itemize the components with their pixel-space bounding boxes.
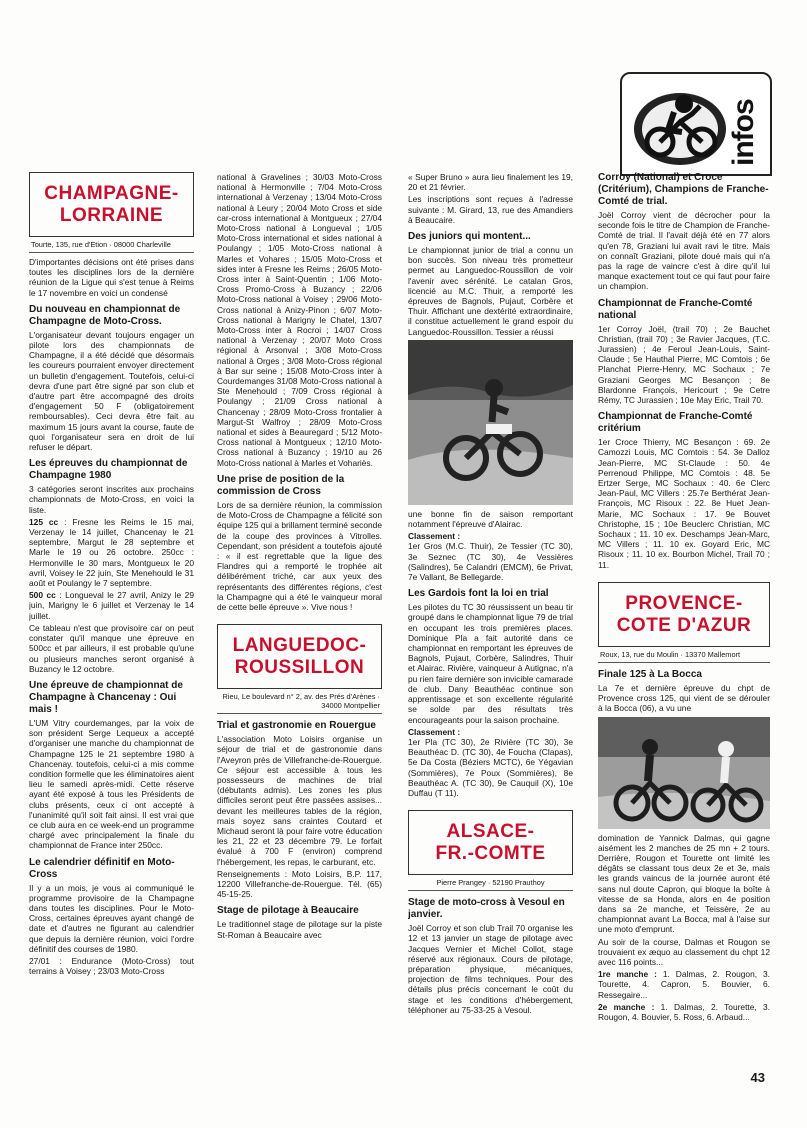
article-paragraph: L'association Moto Loisirs organise un séjour de trial et de gastronomie dans l'Aveyron près de Villefranche-de-Rouergue. Ce séjour est accessible à tous les possesseurs de machines de trial (débutants admis). Les zones les plus difficiles seront peut être passées assises... devant les meilleures tables de la région, mais soyez sans craintes Coutard et Michaud seront là pour faire votre éducation les 21, 22 et 23 décembre 79. Le forfait évalué à 700 F (environ) comprend l'hébergement, les repas, le carburant, etc. [217,734,382,867]
article-paragraph: domination de Yannick Dalmas, qui gagne aisément les 2 manches de 25 mn + 2 tours. Derrière, Rougon et Tourette ont limité les dégâts se classant tous deux 2e et 3e, mais les grands vaincus de la journée auront été sans nul doute Capron, qui bloque la boîte à vitesse de sa Honda, alors en 4e position dans sa 2e manche, et Teissère, 2e au championnat avant La Bocca, mal à l'aise sur une moto d'emprunt. [598,832,770,935]
classement-label: Classement : [408,531,461,542]
article-paragraph: Renseignements : Moto Loisirs, B.P. 117, 12200 Villefranche-de-Rouergue. Tél. (65) 45-15-25. [217,868,382,900]
article-paragraph: L'UM Vitry courdemanges, par la voix de son président Serge Lequeux a accepté d'organiser une manche du championnat de Champagne 125 le 21 septembre 1980 à Chancenay. toutefois, celui-ci a mis comme condition formelle que les éliminatoires aient lieu le samedi après-midi. Cette réserve ayant été exposé à tous les Présidents de clubs présents, ceux ci ont accepté à l'unanimité qu'il soit fait ainsi. Il est vrai que ce club aura en ce week-end un programme chargé avec principalement la finale du championnat de France inter 250cc. [29,717,194,851]
infos-logo [620,72,772,176]
article-heading: Une prise de position de la commission de Cross [217,473,345,497]
article-paragraph: Il y a un mois, je vous ai communiqué le programme provisoire de la Champagne dans toutes les disciplines. Pour le Moto-Cross, certaines épreuves ayant changé de date et d'autres ne figurant au calendrier que depuis la dernière réunion, voici l'ordre définitif des courses de 1980. [29,882,194,954]
article-paragraph: Le championnat junior de trial a connu un bon succès. Son niveau très prometteur permet au Languedoc-Roussillon de voir l'avenir avec sérénité. Le catalan Gros, licencié au M.C. Thuir, a remporté les épreuves de Bagnols, Pujaut, Corbère et Thuir. Affichant une dextérité extraordinaire, il constitue actuellement le grand espoir du Languedoc-Roussillon. Tessier a réussi [408,245,573,337]
logo-motorcycle-illustration [630,84,730,168]
page-number: 43 [750,1070,765,1085]
article-heading: Des juniors qui montent... [408,231,531,243]
article-paragraph: 3 catégories seront inscrites aux prochains championnats de Moto-Cross, en voici la liste. [29,484,194,515]
region-header-languedoc-roussillon: LANGUEDOC- ROUSSILLON [217,624,382,689]
classement-label: Classement : [408,726,461,737]
article-paragraph: Au soir de la course, Dalmas et Rougon se trouvaient ex æquo au classement du chpt 12 avec 116 points... [598,936,770,967]
region-address: Roux, 13, rue du Moulin · 13370 Mallemort [598,647,770,663]
article-heading: Stage de moto-cross à Vesoul en janvier. [408,897,565,921]
column-4 [598,172,770,1062]
article-paragraph: La 7e et dernière épreuve du chpt de Provence cross 125, qui vient de se dérouler à la Bocca (06), a vu une [598,682,770,714]
logo-text: infos [727,99,760,166]
classement-list: 1er Gros (M.C. Thuir), 2e Tessier (TC 30), 3e Seznec (TC 30), 4e Vessières (Salindres), 5e Calandri (EMCM), 6e Privat, 7e Vallant, 8e Bellegarde. [408,541,573,583]
article-heading: Les épreuves du championnat de Champagne 1980 [29,458,188,482]
heat-results: 2e manche : 1. Dalmas, 2. Tourette, 3. Rougon, 4. Bouvier, 5. Ross, 6. Arbaud... [598,1001,770,1022]
region-address: Tourte, 135, rue d'Etion · 08000 Charleville [29,237,194,253]
trial-rider-photo [408,340,573,505]
article-heading: Trial et gastronomie en Rouergue [217,720,376,732]
calendar-paragraph: national à Gravelines ; 30/03 Moto-Cross national à Hermonville ; 7/04 Moto-Cross international à Verzenay ; 13/04 Moto-Cross national à Leury ; 20/04 Moto Cross et side car-cross international à Montgueux ; 27/04 Moto-Cross national à Longueval ; 1/05 Moto-Cross international et sides national à Poulangy ; 1/05 Moto-Cross national à Marles et Vohares ; 15/05 Moto-Cross et sides inter à Fresne les Reims ; 26/05 Moto-Cross inter à Saint-Quentin ; 1/06 Moto-Cross Promo-Cross à Buzancy ; 22/06 Moto-Cross national à Voisey ; 29/06 Moto-Cross national à Anizy-Pinon ; 6/07 Moto-Cross national à Marigny le Chatel, 13/07 Moto-Cross inter à Rocroi ; 14/07 Cross national à Verzenay ; 20/07 Moto Cross régional à Arsonval ; 3/08 Moto-Cross national à Orges ; 3/08 Moto-Cross régional à Bar sur seine ; 15/08 Moto-Cross inter à Courdemanges 31/08 Moto-Cross national à Ste Menehould ; 7/09 Cross régional à Poulangy ; 21/09 Cross national à Chancenay ; 28/09 Moto-Cross frontalier à Margut-St Walfroy ; 28/09 Moto-Cross national et sides à Beauregard ; 5/12 Moto-Cross national à Montgueux ; 12/10 Moto-Cross national à Buzancy ; 19/10 au 26 Moto-Cross national à Marles et Vohariès. [217,172,382,468]
intro-paragraph: D'importantes décisions ont été prises dans toutes les disciplines lors de la dernière réunion de la Ligue qui s'est tenue à Reims le 17 novembre en voici un condensé [29,257,194,298]
region-header-alsace-franche-comte: ALSACE- FR.-COMTE [408,810,573,875]
article-paragraph: Joël Corroy et son club Trail 70 organise les 12 et 13 janvier un stage de pilotage avec Jacques Vernier et Michel Collot, stage réservé aux régionaux. Cours de pilotage, préparation physique, mécaniques, projection de films techniques. Pour des détails plus précis concernant le coût du stage et les conditions d'hébergement, téléphoner au 75-33-25 à Vesoul. [408,923,573,1015]
article-heading: Le calendrier définitif en Moto-Cross [29,856,175,880]
article-paragraph: 500 cc : Longueval le 27 avril, Anizy le 29 juin, Marigny le 6 juillet et Verzenay le 14 juillet. [29,590,194,621]
article-heading: Corroy (National) et Croce (Critérium), Champions de Franche-Comté de trial. [598,172,769,207]
article-heading: Les Gardois font la loi en trial [408,588,549,600]
region-header-provence-cote-dazur: PROVENCE- COTE D'AZUR [598,582,770,647]
classement-list: 1er Pla (TC 30), 2e Rivière (TC 30), 3e Beauthéac D. (TC 30), 4e Foucha (Clapas), 5e Da Costa (Béziers MCTC), 6e Yégavian (Sommières), 7e Poux (Sommières), 8e Beauthéac A. (TC 30), 9e Cauquil (X), 10e Duffau (T 11). [408,736,573,798]
article-heading: Stage de pilotage à Beaucaire [217,905,359,917]
region-header-champagne-lorraine: CHAMPAGNE- LORRAINE [29,172,194,237]
column-3 [408,172,573,1112]
region-address: Pierre Prangey · 52190 Prauthoy [408,875,573,891]
article-paragraph: une bonne fin de saison remportant notamment l'épreuve d'Alairac. [408,508,573,530]
article-heading: Championnat de Franche-Comté national [598,297,753,321]
article-paragraph: Ce tableau n'est que provisoire car on peut constater qu'il manque une épreuve en 500cc et par ailleurs, il est probable qu'une ou plusieurs manches seront organisé à Buzancy le 12 octobre. [29,622,194,674]
article-paragraph: L'organisateur devant toujours engager un pilote lors des championnats de Champagne, il a été décidé que désormais les coureurs pourraient envoyer directement un bulletin d'engagement. Toutefois, celui-ci devra d'une part être signé par son club et d'autre part être accompagné des droits d'engagement 50 F (obligatoirement remboursables). Ceci devra être fait au maximum 15 jours avant la course, faute de quoi l'organisateur sera en droit de lui refuser le départ. [29,329,194,453]
results-list: 1er Corroy Joël, (trail 70) ; 2e Bauchet Christian, (trail 70) ; 3e Ravier Jacques, (T.C. Jurassien) ; 4e Feroul Jean-Louis, Saint-Claude ; 5e Hauthal Pierre, MC Comtois ; 6e Planchat Pierre-Henry, MC Sochaux ; 7e Graziani Georges MC Besançon ; 8e Blardonne François, Hericourt ; 9e Cetre Rémy, TC Jurassien ; 10e May Eric, Trail 70. [598,323,770,406]
motocross-riders-photo [598,717,770,829]
article-heading: Championnat de Franche-Comté critérium [598,411,753,435]
heat-results: 1re manche : 1. Dalmas, 2. Rougon, 3. Tourette, 4. Capron, 5. Bouvier, 6. Ressegaire... [598,969,770,1000]
article-paragraph: « Super Bruno » aura lieu finalement les 19, 20 et 21 février. [408,172,573,193]
column-1 [29,172,194,1112]
article-heading: Une épreuve de championnat de Champagne à Chancenay : Oui mais ! [29,679,183,715]
article-heading: Finale 125 à La Bocca [598,668,702,680]
region-address: Rieu, Le boulevard n° 2, av. des Prés d'Arènes · 34000 Montpellier [217,689,382,714]
article-paragraph: 125 cc : Fresne les Reims le 15 mai, Verzenay le 14 juillet, Chancenay le 21 septembre, Margut le 28 septembre et Marle le 19 ou 26 octobre. 250cc : Hermonville le 30 mars, Montgueux le 20 avril, Voisey le 22 juin, Ste Menehould le 31 août et Poulangy le 7 septembre. [29,516,194,589]
article-paragraph: Lors de sa dernière réunion, la commission de Moto-Cross de Champagne a félicité son équipe 125 qui a brillament terminé seconde de la coupe des provinces à Vitrolles. Cependant, son président a toutefois ajouté : « il est regrettable que la ligue des Flandres qui a remporté le trophée ait délibérément triché, car aux yeux des représentants des différentes régions, c'est la Champagne qui a été le vainqueur moral de cette belle épreuve ». Vive nous ! [217,499,382,612]
article-paragraph: Les inscriptions sont reçues à l'adresse suivante : M. Girard, 13, rue des Amandiers à Beaucaire. [408,194,573,225]
article-paragraph: 27/01 : Endurance (Moto-Cross) tout terrains à Voisey ; 23/03 Moto-Cross [29,955,194,977]
article-paragraph: Les pilotes du TC 30 réussissent un beau tir groupé dans le championnat ligue 79 de trial en occupant les trois premières places. Dominique Pla a fait autorité dans ce championnat en remportant les épreuves de Bagnols, Pujaut, Corbère, Salindres, Thuir et Alairac. Rivière, vainqueur à Autignac, n'a pu rien faire dernière son invicible camarade de club. Dany Beauthéac continue son apprentissage et son excellente régularité se solde par des résultats très encourageants pour la saison prochaine. [408,602,573,725]
article-paragraph: Le traditionnel stage de pilotage sur la piste St-Roman à Beaucaire avec [217,919,382,940]
results-list: 1er Croce Thierry, MC Besançon : 69. 2e Camozzi Louis, MC Comtois : 54. 3e Dalloz Jean-Pierre, MC St-Claude : 50. 4e Perrenoud Philippe, MC Comtois : 48. 5e Ertzer Serge, MC Sochaux : 40. 6e Clerc Jean-Paul, MC Villers : 25.7e Berthérat Jean-François, MC Risoux : 22. 8e Huet Jean-Marie, MC Sochaux : 17. 9e Bouvet Christophe, 15 ; 10e Beuclerc Christian, MC Sochaux ; 11. 10 ex. Deschamps Jean-Marc, MC Villers ; 11. 10 ex. Goyard Eric, MC Risoux ; 11. 10 ex. Bourbon Michel, Trail 70 ; 11. [598,437,770,570]
article-paragraph: Joël Corroy vient de décrocher pour la seconde fois le titre de Champion de Franche-Comté de trial. Il l'avait déjà été en 77 alors qu'en 78, Graziani lui avait ravi le titre. Mais on connaît Graziani, pilote doué mais qui n'a pas la rage de vaincre c'est à dire qu'il lui manque exactement tout ce qui faut pour faire un champion. [598,210,770,292]
column-2 [217,172,382,1112]
article-heading: Du nouveau en championnat de Champagne de Moto-Cross. [29,303,181,327]
